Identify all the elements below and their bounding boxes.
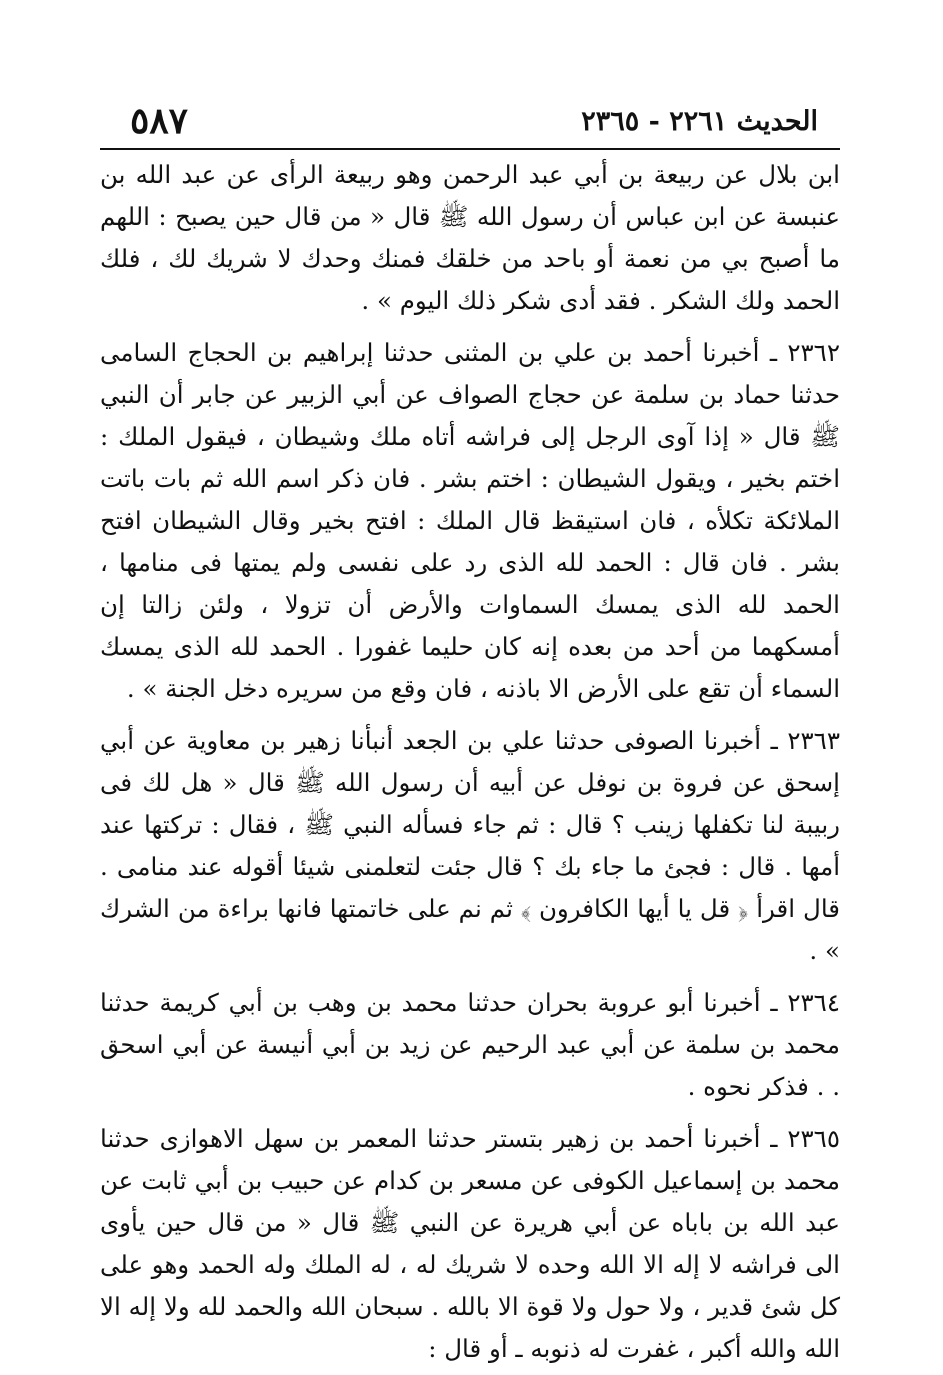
page-number: ٥٨٧ bbox=[130, 100, 189, 142]
running-title: الحديث ٢٢٦١ - ٢٣٦٥ bbox=[581, 106, 818, 137]
header-rule bbox=[100, 148, 840, 150]
paragraph-continuation: ابن بلال عن ربيعة بن أبي عبد الرحمن وهو ربيعة الرأى عن عبد الله بن عنبسة عن ابن عباس أن رسول الله ﷺ قال « من قال حين يصبح : اللهم ما أصبح بي من نعمة أو باحد من خلقك فمنك وحدك لا شريك لك ، فلك الحمد ولك الشكر . فقد أدى شكر ذلك اليوم » . bbox=[100, 160, 840, 315]
hadith-2362: ٢٣٦٢ ـ أخبرنا أحمد بن علي بن المثنى حدثنا إبراهيم بن الحجاج السامى حدثنا حماد بن سلمة عن حجاج الصواف عن أبي الزبير عن جابر أن النبي ﷺ قال « إذا آوى الرجل إلى فراشه أتاه ملك وشيطان ، فيقول الملك : اختم بخير ، ويقول الشيطان : اختم بشر . فان ذكر اسم الله ثم بات باتت الملائكة تكلأه ، فان استيقظ قال الملك : افتح بخير وقال الشيطان افتح بشر . فان قال : الحمد لله الذى رد على نفسى ولم يمتها فى منامها ، الحمد لله الذى يمسك السماوات والأرض أن تزولا ، ولئن زالتا إن أمسكهما من أحد من بعده إنه كان حليما غفورا . الحمد لله الذى يمسك السماء أن تقع على الأرض الا باذنه ، فان وقع من سريره دخل الجنة » . bbox=[100, 338, 840, 703]
hadith-2364: ٢٣٦٤ ـ أخبرنا أبو عروبة بحران حدثنا محمد بن وهب بن أبي كريمة حدثنا محمد بن سلمة عن أبي عبد الرحيم عن زيد بن أبي أنيسة عن أبي اسحق . . فذكر نحوه . bbox=[100, 988, 840, 1101]
page-body bbox=[100, 154, 840, 1370]
page-header bbox=[100, 96, 840, 148]
book-page bbox=[100, 96, 840, 1370]
hadith-2363: ٢٣٦٣ ـ أخبرنا الصوفى حدثنا علي بن الجعد أنبأنا زهير بن معاوية عن أبي إسحق عن فروة بن نوفل عن أبيه أن رسول الله ﷺ قال « هل لك فى ربيبة لنا تكفلها زينب ؟ قال : ثم جاء فسأله النبي ﷺ ، فقال : تركتها عند أمها . قال : فجئ ما جاء بك ؟ قال جئت لتعلمنى شيئا أقوله عند منامى . قال اقرأ ﴿ قل يا أيها الكافرون ﴾ ثم نم على خاتمتها فانها براءة من الشرك » . bbox=[100, 726, 840, 965]
hadith-2365: ٢٣٦٥ ـ أخبرنا أحمد بن زهير بتستر حدثنا المعمر بن سهل الاهوازى حدثنا محمد بن إسماعيل الكوفى عن مسعر بن كدام عن حبيب بن أبي ثابت عن عبد الله بن باباه عن أبي هريرة عن النبي ﷺ قال « من قال حين يأوى الى فراشه لا إله الا الله وحده لا شريك له ، له الملك وله الحمد وهو على كل شئ قدير ، ولا حول ولا قوة الا بالله . سبحان الله والحمد لله ولا إله الا الله والله أكبر ، غفرت له ذنوبه ـ أو قال : bbox=[100, 1124, 840, 1363]
